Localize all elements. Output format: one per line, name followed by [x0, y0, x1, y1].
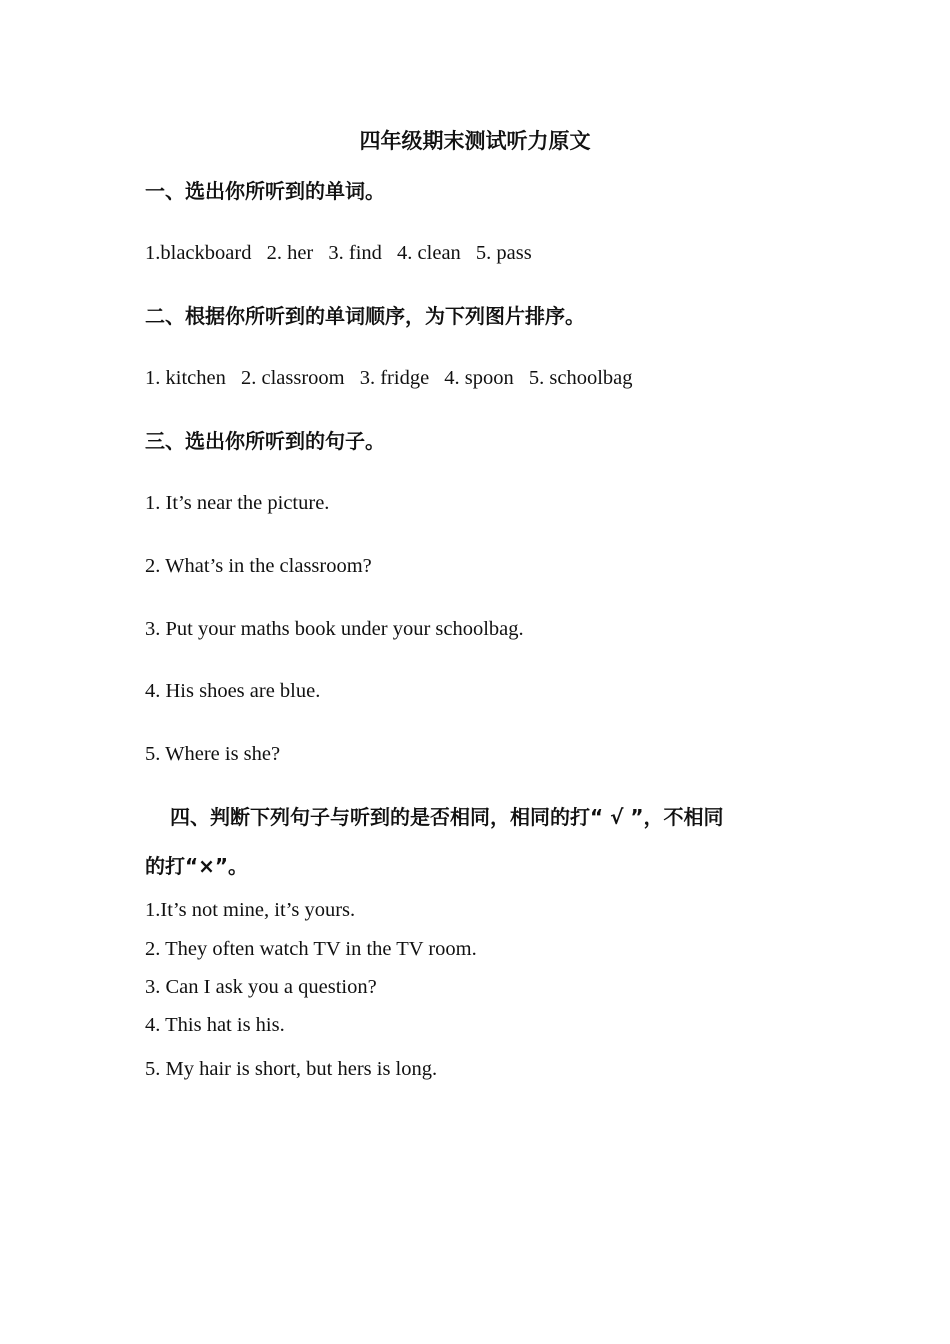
- sentence-item: 2. They often watch TV in the TV room.: [145, 938, 477, 960]
- word-item: 5. schoolbag: [528, 367, 633, 389]
- sentence-item: 3. Put your maths book under your schoolbag.: [145, 618, 524, 640]
- sentence-item: 4. This hat is his.: [145, 1014, 285, 1036]
- sentence-item: 2. What’s in the classroom?: [145, 555, 372, 577]
- word-item: 1.blackboard: [145, 242, 252, 264]
- sentence-item: 1. It’s near the picture.: [145, 492, 330, 514]
- section-4-heading: 四、判断下列句子与听到的是否相同，相同的打“ √ ”，不相同: [170, 805, 724, 829]
- sentence-item: 4. His shoes are blue.: [145, 680, 321, 702]
- section-1-word-list: [145, 243, 532, 264]
- section-3-heading: 三、选出你所听到的句子。: [145, 429, 385, 453]
- word-item: 3. find: [328, 242, 382, 264]
- document-title: 四年级期末测试听力原文: [359, 129, 591, 153]
- word-item: 1. kitchen: [145, 367, 226, 389]
- word-item: 2. her: [266, 242, 314, 264]
- word-item: 2. classroom: [240, 367, 345, 389]
- sentence-item: 3. Can I ask you a question?: [145, 976, 377, 998]
- word-item: 3. fridge: [359, 367, 430, 389]
- section-4-heading-continued: 的打“×”。: [145, 854, 249, 878]
- sentence-item: 1.It’s not mine, it’s yours.: [145, 899, 356, 921]
- section-2-word-list: [145, 368, 633, 389]
- word-item: 5. pass: [475, 242, 532, 264]
- sentence-item: 5. My hair is short, but hers is long.: [145, 1058, 438, 1080]
- word-item: 4. clean: [397, 242, 461, 264]
- section-2-heading: 二、根据你所听到的单词顺序，为下列图片排序。: [145, 304, 585, 328]
- word-item: 4. spoon: [444, 367, 514, 389]
- sentence-item: 5. Where is she?: [145, 743, 281, 765]
- section-1-heading: 一、选出你所听到的单词。: [145, 179, 385, 203]
